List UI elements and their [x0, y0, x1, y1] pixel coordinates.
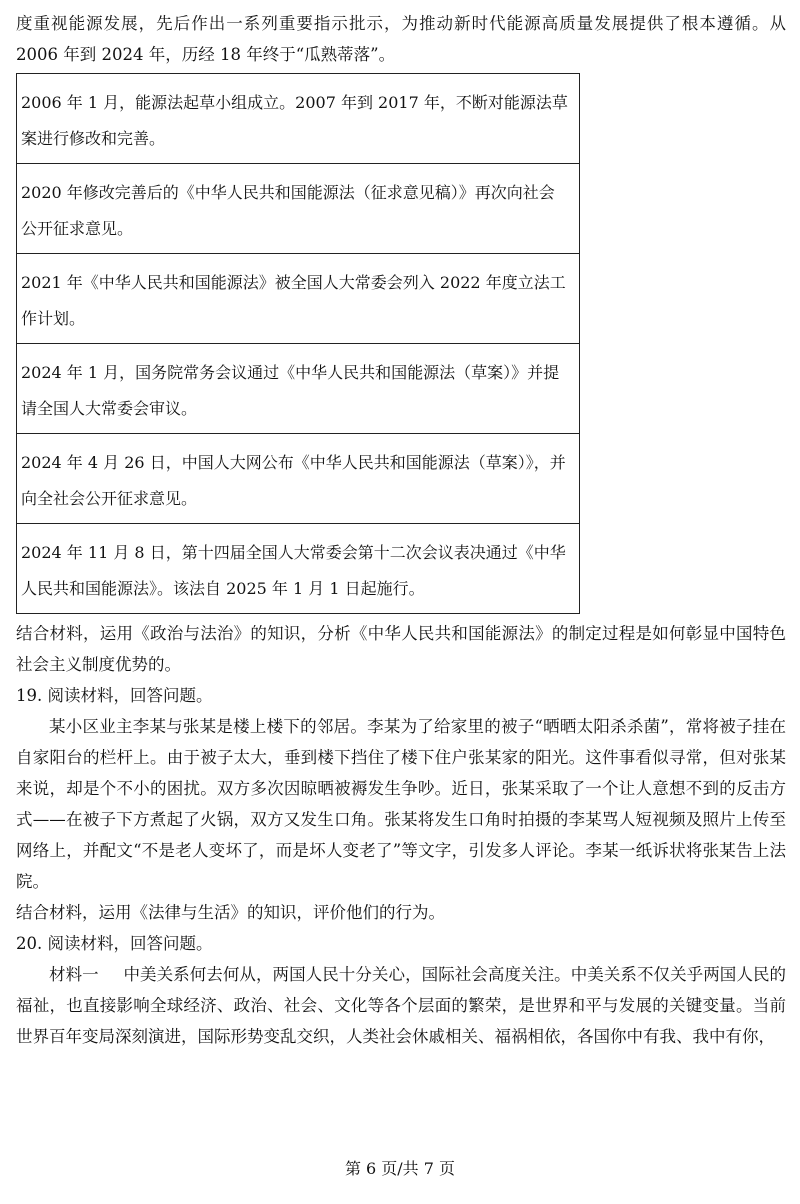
legislation-timeline-table	[16, 73, 580, 614]
timeline-cell: 2024 年 1 月，国务院常务会议通过《中华人民共和国能源法（草案）》并提请全国人大常委会审议。	[17, 344, 580, 434]
timeline-row	[17, 434, 580, 524]
timeline-cell: 2024 年 11 月 8 日，第十四届全国人大常委会第十二次会议表决通过《中华人民共和国能源法》。该法自 2025 年 1 月 1 日起施行。	[17, 524, 580, 614]
timeline-cell: 2021 年《中华人民共和国能源法》被全国人大常委会列入 2022 年度立法工作计划。	[17, 254, 580, 344]
q20-material-text: 中美关系何去何从，两国人民十分关心，国际社会高度关注。中美关系不仅关乎两国人民的福祉，也直接影响全球经济、政治、社会、文化等各个层面的繁荣，是世界和平与发展的关键变量。当前世界百年变局深刻演进，国际形势变乱交织，人类社会休戚相关、福祸相依，各国你中有我、我中有你，	[16, 965, 787, 1046]
timeline-cell: 2024 年 4 月 26 日，中国人大网公布《中华人民共和国能源法（草案）》，并向全社会公开征求意见。	[17, 434, 580, 524]
timeline-row	[17, 74, 580, 164]
q20-heading: 20. 阅读材料，回答问题。	[16, 934, 213, 953]
timeline-row	[17, 254, 580, 344]
q19-heading: 19. 阅读材料，回答问题。	[16, 686, 213, 705]
document-page	[16, 0, 786, 1052]
timeline-row	[17, 524, 580, 614]
timeline-row	[17, 344, 580, 434]
timeline-cell: 2006 年 1 月，能源法起草小组成立。2007 年到 2017 年，不断对能源法草案进行修改和完善。	[17, 74, 580, 164]
q19-material: 某小区业主李某与张某是楼上楼下的邻居。李某为了给家里的被子“晒晒太阳杀杀菌”，常将被子挂在自家阳台的栏杆上。由于被子太大，垂到楼下挡住了楼下住户张某家的阳光。这件事看似寻常，但对张某来说，却是个不小的困扰。双方多次因晾晒被褥发生争吵。近日，张某采取了一个让人意想不到的反击方式——在被子下方煮起了火锅，双方又发生口角。张某将发生口角时拍摄的李某骂人短视频及照片上传至网络上，并配文“不是老人变坏了，而是坏人变老了”等文字，引发多人评论。李某一纸诉状将张某告上法院。	[16, 717, 786, 891]
timeline-cell: 2020 年修改完善后的《中华人民共和国能源法（征求意见稿）》再次向社会公开征求意见。	[17, 164, 580, 254]
q20-material	[16, 959, 786, 1052]
intro-paragraph: 度重视能源发展，先后作出一系列重要指示批示，为推动新时代能源高质量发展提供了根本遵循。从 2006 年到 2024 年，历经 18 年终于“瓜熟蒂落”。	[16, 14, 786, 64]
timeline-row	[17, 164, 580, 254]
q20-material-label: 材料一	[49, 965, 99, 984]
page-footer: 第 6 页/共 7 页	[344, 1159, 456, 1178]
q18-question: 结合材料，运用《政治与法治》的知识，分析《中华人民共和国能源法》的制定过程是如何彰显中国特色社会主义制度优势的。	[16, 624, 786, 674]
q19-question: 结合材料，运用《法律与生活》的知识，评价他们的行为。	[16, 903, 445, 922]
